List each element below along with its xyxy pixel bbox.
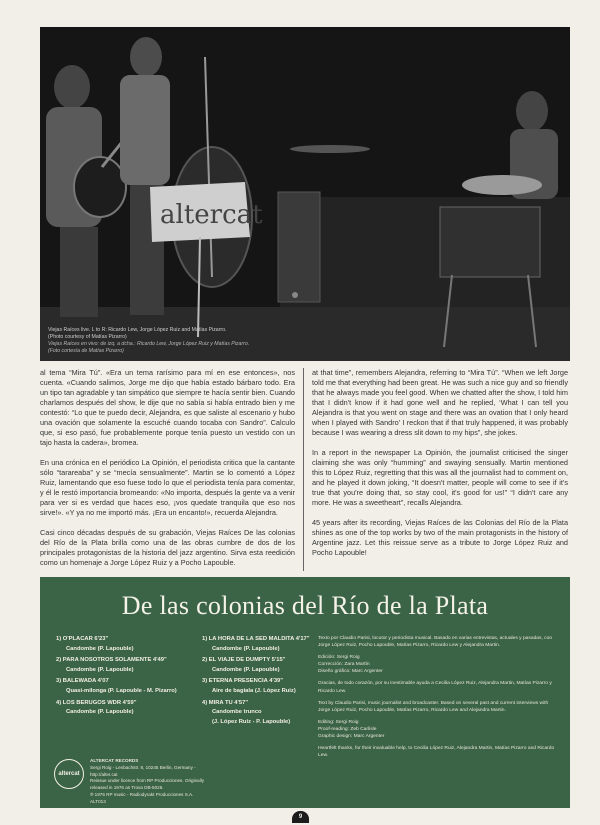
catalog-number: ALT013 [90, 798, 106, 804]
english-column [312, 368, 568, 568]
track-item: 3) ETERNA PRESENCIA 4'39" Aire de bagiala (J. López Ruiz) [202, 678, 296, 694]
album-title: De las colonias del Río de la Plata [121, 591, 489, 620]
label-name: ALTERCAT RECORDS [90, 758, 139, 763]
credits-block [318, 635, 558, 764]
track-item: 4) MIRA TU 4'57" Candombe trunco (J. López Ruiz - P. Lapouble) [202, 699, 291, 725]
caption-english-credit: (Photo courtesy of Matías Pizarro) [48, 334, 127, 340]
band-photo [40, 27, 570, 361]
label-licence: Reissue under licence from RP Producciones. Originally released in 1976 as Trova DB-5026. [90, 778, 205, 791]
spanish-paragraph-3: Casi cinco décadas después de su grabación, Viejas Raíces De las colonias del Río de la Plata brilla como una de las obras cumbre de dos de los principales protagonistas de la historia del jazz argentino. Sirva esta reedición como un homenaje a Jorge López Ruiz y a Pocho Lapouble. [40, 528, 295, 567]
spanish-paragraph-1: al tema “Mira Tú”. «Era un tema rarísimo para mí en ese entonces», nos cuenta. «Cuando salimos, Jorge me dijo que había estado bárbaro todo. Era un tipo tan agradable y tan simpático que siempre te hacía sentir bien. Cuando charlamos después del show, le dije que no sabía si había entrado bien y me contestó: “Lo que te puedo decir, Alejandra, es que saliste al escenario y hubo una ovación que solamente la escuché cuando tocaba con Sandro”. Calculo que, si eso pasó, fue probablemente porque tenía puesto un vestido con un tajo hasta la cadera», bromea. [40, 368, 295, 447]
label-details [90, 758, 220, 806]
track-item: 2) PARA NOSOTROS SOLAMENTE 4'49" Candombe (P. Lapouble) [56, 657, 167, 673]
caption-english: Viejas Raíces live. L to R: Ricardo Lew, Jorge López Ruiz and Matías Pizarro. [48, 327, 227, 333]
tracklist-side-a [56, 635, 196, 720]
column-divider [303, 368, 304, 571]
spanish-paragraph-2: En una crónica en el periódico La Opinión, el periodista critica que la cantante sólo “tarareaba” y se “mecía sensualmente”. Martin se lo comentó a López Ruiz, lamentando que eso fuese todo lo que el periodista tenía para comentar, y él le restó importancia bromeando: «No importa, después la gente va a venir para ver si es verdad que haces eso, ¡vos quedate tranquila que eso nos sirve!». «Y ya no me importó más. ¡Era un encanto!», recuerda Alejandra. [40, 458, 295, 517]
credits-es-text: Texto por Claudio Parisi, locutor y periodista musical. Basado en varias entrevistas, actuales y pasadas, con Jorge López Ruiz, Pocho Lapouble, Matías Pizarro, Ricardo Lew y Alejandra Martin. [318, 636, 553, 649]
album-panel [40, 577, 570, 808]
caption-spanish: Viejas Raíces en vivo: de izq. a dcha.: Ricardo Lew, Jorge López Ruiz y Matías Pizarro. [48, 341, 250, 347]
english-paragraph-1: at that time”, remembers Alejandra, referring to “Mira Tú”. “When we left Jorge told me that everything had been great. He was such a nice guy and so friendly that he always made you feel good. When we chatted after the show, I told him that I didn't know if it had gone well and he replied, ‘What I can tell you Alejandra is that you went on stage and there was an ovation that I only heard when I played with Sandro’ I reckon that if that truly happened, it was probably because I was wearing a dress slit down to my hips”, she jokes. [312, 368, 568, 437]
english-paragraph-3: 45 years after its recording, Viejas Raíces de las Colonias del Río de la Plata shines as one of the top works by two of the main protagonists in the history of Argentine jazz. Let this reissue serve as a tribute to Jorge López Ruiz and Pocho Lapouble! [312, 518, 568, 557]
credits-en-text: Text by Claudio Parisi, music journalist and broadcaster. Based on several past and current interviews with Jorge López Ruiz, Pocho Lapouble, Matías Pizarro, Ricardo Lew and Alejandra Martin. [318, 700, 549, 713]
page-number: 9 [292, 811, 309, 823]
track-item: 3) BALEWADA 4'07 Quasi-milonga (P. Lapouble - M. Pizarro) [56, 678, 177, 694]
credits-es-thanks: Gracias, de todo corazón, por su inestimable ayuda a Cecilia López Ruiz, Alejandra Martin, Matías Pizarro y Ricardo Lew. [318, 681, 552, 694]
spanish-column [40, 368, 295, 578]
credits-es-staff: Edición: Sergi Roig Corrección: Zara Martín Diseño gráfico: Marc Argenter [318, 655, 383, 675]
track-item: 4) LOS BERUGOS WDR 4'59" Candombe (P. Lapouble) [56, 699, 137, 716]
credits-en-staff: Editing: Sergi Roig Proof-reading: Zeb Carlisle Graphic design: Marc Argenter [318, 719, 385, 740]
track-item: 2) EL VIAJE DE DUMPTY 5'15" Candombe (P. Lapouble) [202, 657, 286, 673]
stand-logo-text: altercat [160, 200, 263, 230]
photo-caption [48, 327, 249, 355]
credits-en-thanks: Heartfelt thanks, for their invaluable help, to Cecilia López Ruiz, Alejandra Martin, Matías Pizarro and Ricardo Lew. [318, 746, 555, 759]
band-photo-illustration [40, 27, 570, 361]
label-address: Sergi Roig - Lenbachstr. 8, 10245 Berlin, Germany - http://alter.cat [90, 764, 196, 777]
label-copyright: ℗ 1976 RP music - Radiodyrakt Producciones S.A. [90, 791, 194, 797]
english-paragraph-2: In a report in the newspaper La Opinión, the journalist criticised the singer claiming she was only “humming” and swaying sensually. Martin mentioned this to López Ruiz, regretting that this was all the journalist had to comment on, and he played it down joking, “It doesn't matter, people will come to see if it's true that you're doing that, so stay cool, it's good for us!” “I didn't care any more. He was a sweetheart”, recalls Alejandra. [312, 448, 568, 507]
altercat-logo: altercat [54, 759, 84, 789]
caption-spanish-credit: (Foto cortesía de Matías Pizarro) [48, 348, 124, 354]
track-item: 1) LA HORA DE LA SED MALDITA 4'17" Candombe (P. Lapouble) [202, 636, 310, 652]
track-item: 1) O'PLACAR 6'23" Candombe (P. Lapouble) [56, 636, 134, 652]
